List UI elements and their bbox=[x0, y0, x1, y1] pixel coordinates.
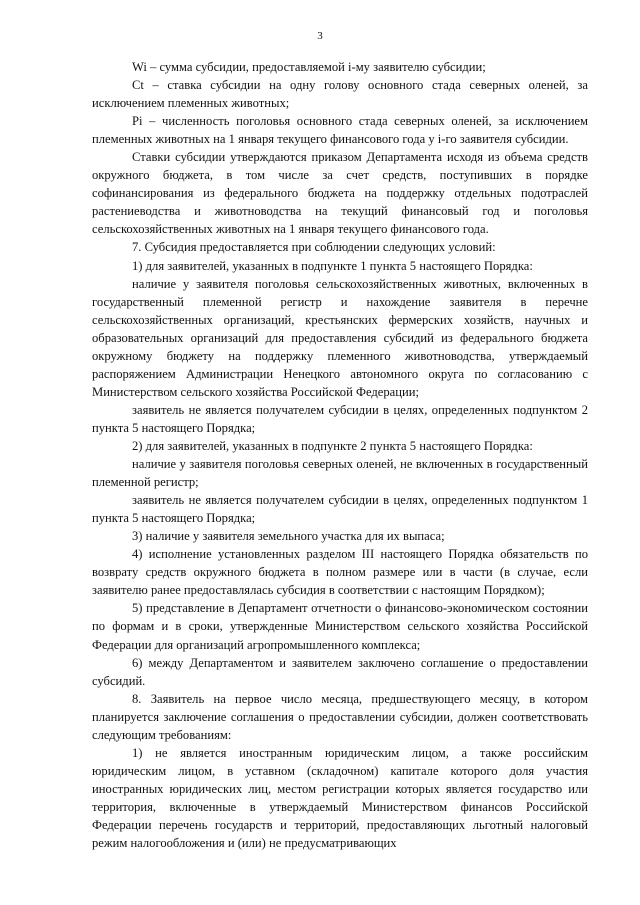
document-body bbox=[92, 58, 588, 852]
paragraph-clause-7-2-reindeer: наличие у заявителя поголовья северных оленей, не включенных в государственный племенной регистр; bbox=[92, 457, 588, 490]
paragraph-clause-7-2: 2) для заявителей, указанных в подпункте 2 пункта 5 настоящего Порядка: bbox=[132, 438, 533, 453]
paragraph-clause-8-1: 1) не является иностранным юридическим лицом, а также российским юридическим лицом, в уставном (складочном) капитале которого доля участия иностранных юридических лиц, местом регистрации которых является государство или территория, включенные в утверждаемый Министерством финансов Российской Федерации перечень государств и территорий, предоставляющих льготный налоговый режим налогообложения и (или) не предусматривающих bbox=[92, 745, 588, 851]
paragraph-clause-7-1-not-recipient: заявитель не является получателем субсидии в целях, определенных подпунктом 2 пункта 5 настоящего Порядка; bbox=[92, 402, 588, 435]
paragraph-pi-definition: Pi – численность поголовья основного стада северных оленей, за исключением племенных животных на 1 января текущего финансового года у i-го заявителя субсидии. bbox=[92, 114, 588, 147]
page-number: 3 bbox=[317, 30, 323, 42]
paragraph-ct-definition: Ct – ставка субсидии на одну голову основного стада северных оленей, за исключением племенных животных; bbox=[92, 78, 588, 111]
paragraph-clause-7-3: 3) наличие у заявителя земельного участка для их выпаса; bbox=[132, 529, 445, 544]
paragraph-subsidy-rates: Ставки субсидии утверждаются приказом Департамента исходя из объема средств окружного бюджета, в том числе за счет средств, поступивших в порядке софинансирования из федерального бюджета на поддержку отдельных подотраслей растениеводства и животноводства на текущий финансовый год и поголовья сельскохозяйственных животных на 1 января текущего финансового года. bbox=[92, 150, 588, 237]
paragraph-clause-8: 8. Заявитель на первое число месяца, предшествующего месяцу, в котором планируется заключение соглашения о предоставлении субсидии, должен соответствовать следующим требованиям: bbox=[92, 691, 588, 742]
paragraph-clause-7-1: 1) для заявителей, указанных в подпункте 1 пункта 5 настоящего Порядка: bbox=[132, 258, 533, 273]
paragraph-wi-definition: Wi – сумма субсидии, предоставляемой i-му заявителю субсидии; bbox=[132, 60, 486, 74]
paragraph-clause-7-5: 5) представление в Департамент отчетности о финансово-экономическом состоянии по формам и в сроки, утвержденные Министерством сельского хозяйства Российской Федерации для организаций агропромышленного комплекса; bbox=[92, 601, 588, 652]
paragraph-clause-7-6: 6) между Департаментом и заявителем заключено соглашение о предоставлении субсидий. bbox=[92, 655, 588, 688]
paragraph-clause-7-2-not-recipient: заявитель не является получателем субсидии в целях, определенных подпунктом 1 пункта 5 настоящего Порядка; bbox=[92, 493, 588, 526]
paragraph-clause-7: 7. Субсидия предоставляется при соблюдении следующих условий: bbox=[132, 240, 496, 255]
paragraph-clause-7-4: 4) исполнение установленных разделом III настоящего Порядка обязательств по возврату средств окружного бюджета в полном размере или в части (в случае, если заявителю ранее предоставлялась субсидия в соответствии с настоящим Порядком); bbox=[92, 547, 588, 598]
paragraph-clause-7-1-livestock: наличие у заявителя поголовья сельскохозяйственных животных, включенных в государственный племенной регистр и нахождение заявителя в перечне сельскохозяйственных организаций, крестьянских фермерских хозяйств, научных и образовательных организаций для предоставления субсидий из федерального бюджета окружному бюджету на поддержку племенного животноводства, утверждаемый распоряжением Администрации Ненецкого автономного округа по согласованию с Министерством сельского хозяйства Российской Федерации; bbox=[92, 276, 588, 399]
